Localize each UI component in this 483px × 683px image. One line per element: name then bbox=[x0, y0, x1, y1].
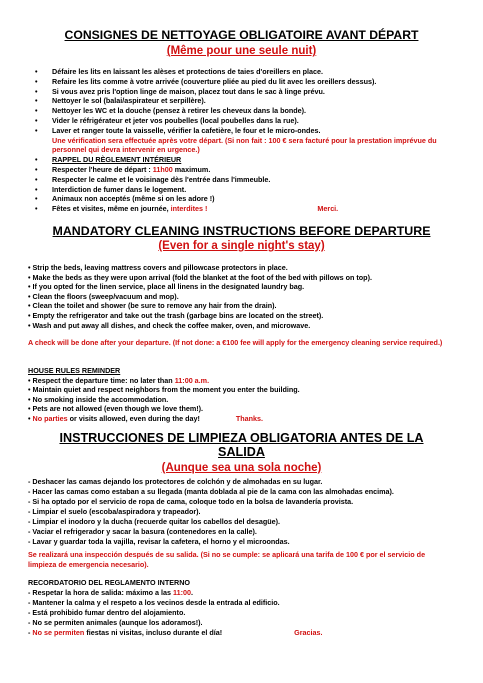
rule-text: or visits allowed, even during the day! bbox=[67, 413, 200, 423]
list-item: - Mantener la calma y el respeto a los vecinos desde la entrada al edificio. bbox=[28, 598, 280, 607]
list-item: - No se permiten animales (aunque los adoramos!). bbox=[28, 618, 203, 627]
list-item: - Está prohibido fumar dentro del alojamiento. bbox=[28, 608, 186, 617]
list-item: • No smoking inside the accommodation. bbox=[28, 394, 169, 404]
spanish-rules-list bbox=[28, 578, 463, 638]
departure-time: 11:00 a.m. bbox=[174, 375, 210, 385]
spanish-rules-heading: RECORDATORIO DEL REGLAMENTO INTERNO bbox=[28, 578, 190, 587]
departure-time: 11h00 bbox=[152, 164, 173, 174]
list-item: • If you opted for the linen service, place all linens in the designated laundry bag. bbox=[28, 282, 305, 292]
rule-text: Respecter l'heure de départ : bbox=[52, 164, 153, 174]
list-item: - Limpiar el suelo (escoba/aspiradora y trapeador). bbox=[28, 507, 201, 516]
french-rules-heading-item bbox=[30, 155, 463, 165]
rule-text: • bbox=[28, 413, 33, 423]
list-item: - Si ha optado por el servicio de ropa de cama, coloque todo en la bolsa de lavandería provista. bbox=[28, 497, 354, 506]
list-item: • Interdiction de fumer dans le logement. bbox=[30, 185, 463, 195]
list-item: • Animaux non acceptés (même si on les adore !) bbox=[30, 194, 463, 204]
thanks-text: Merci. bbox=[317, 204, 339, 214]
english-check-note: A check will be done after your departure. (If not done: a €100 fee will apply for the emergency cleaning service required.) bbox=[28, 338, 443, 347]
list-item: • Strip the beds, leaving mattress covers and pillowcase protectors in place. bbox=[28, 263, 288, 272]
list-item bbox=[28, 414, 453, 424]
spanish-title-line: INSTRUCCIONES DE LIMPIEZA OBLIGATORIA ANTES DE LA bbox=[59, 431, 424, 445]
french-instructions-list bbox=[30, 67, 463, 214]
english-rules-list bbox=[28, 366, 453, 424]
rule-emphasis: No se permiten bbox=[32, 628, 85, 637]
rule-text: maximum. bbox=[172, 164, 211, 174]
list-item: - Vaciar el refrigerador y sacar la basura (contenedores en la calle). bbox=[28, 527, 257, 536]
rule-text: . bbox=[191, 588, 194, 597]
list-item: • Nettoyer le sol (balai/aspirateur et serpillère). bbox=[30, 96, 463, 106]
list-item: • Si vous avez pris l'option linge de maison, placez tout dans le sac à linge prévu. bbox=[30, 87, 463, 97]
list-item bbox=[30, 204, 463, 214]
thanks-text: Thanks. bbox=[235, 413, 264, 423]
spanish-instructions-list bbox=[28, 477, 463, 547]
spanish-check-note: Se realizará una inspección después de su salida. (Si no se cumple: se aplicará una tarifa de 100 € por el servicio de limpieza de emergencia necesario). bbox=[28, 550, 426, 569]
list-item: • Wash and put away all dishes, and check the coffee maker, oven, and microwave. bbox=[28, 320, 311, 330]
french-check-note: Une vérification sera effectuée après votre départ. (Si non fait : 100 € sera facturé pour la prestation imprévue du personnel qui devra intervenir en urgence.) bbox=[52, 135, 437, 155]
english-subtitle: (Even for a single night's stay) bbox=[158, 240, 325, 252]
list-item: • Vider le réfrigérateur et jeter vos poubelles (local poubelles dans la rue). bbox=[30, 116, 463, 126]
list-item: - Deshacer las camas dejando los protectores de colchón y de almohadas en su lugar. bbox=[28, 477, 323, 486]
list-item: • Défaire les lits en laissant les alèses et protections de taies d'oreillers en place. bbox=[30, 67, 463, 77]
list-item bbox=[28, 376, 453, 386]
list-item bbox=[28, 628, 463, 638]
list-item: • Clean the floors (sweep/vacuum and mop). bbox=[28, 291, 179, 301]
english-title: MANDATORY CLEANING INSTRUCTIONS BEFORE DEPARTURE bbox=[52, 224, 431, 238]
list-item bbox=[28, 588, 463, 598]
english-rules-heading: HOUSE RULES REMINDER bbox=[28, 366, 121, 375]
french-subtitle: (Même pour une seule nuit) bbox=[166, 45, 317, 57]
rule-text: • Respect the departure time: no later than bbox=[28, 375, 175, 385]
list-item: • Refaire les lits comme à votre arrivée (couverture pliée au pied du lit avec les oreillers dessus). bbox=[30, 77, 463, 87]
list-item: • Respecter le calme et le voisinage dès l'entrée dans l'immeuble. bbox=[30, 175, 463, 185]
spanish-title bbox=[30, 432, 453, 460]
spanish-subtitle: (Aunque sea una sola noche) bbox=[161, 462, 322, 474]
list-item bbox=[30, 165, 463, 175]
rule-emphasis: interdites ! bbox=[170, 204, 208, 214]
rule-text: - Respetar la hora de salida: máximo a las bbox=[28, 588, 174, 597]
english-instructions-list bbox=[28, 263, 453, 330]
list-item: - Limpiar el inodoro y la ducha (recuerde quitar los cabellos del desagüe). bbox=[28, 517, 281, 526]
list-item: • Empty the refrigerator and take out the trash (garbage bins are located on the street). bbox=[28, 310, 324, 320]
list-item: • Maintain quiet and respect neighbors from the moment you enter the building. bbox=[28, 385, 300, 395]
list-item: • Make the beds as they were upon arrival (fold the blanket at the foot of the bed with pillows on top). bbox=[28, 272, 372, 282]
rule-text: - bbox=[28, 628, 33, 637]
list-item: • Laver et ranger toute la vaisselle, vérifier la cafetière, le four et le micro-ondes. bbox=[30, 126, 463, 136]
rule-emphasis: No parties bbox=[32, 413, 68, 423]
french-rules-heading: RAPPEL DU RÈGLEMENT INTÉRIEUR bbox=[52, 155, 182, 165]
list-item: - Lavar y guardar toda la vajilla, revisar la cafetera, el horno y el microondas. bbox=[28, 537, 290, 546]
rule-text: fiestas ni visitas, incluso durante el día! bbox=[84, 628, 223, 637]
list-item: • Pets are not allowed (even though we love them!). bbox=[28, 404, 204, 414]
thanks-text: Gracias. bbox=[294, 628, 323, 637]
rule-text: Fêtes et visites, même en journée, bbox=[52, 204, 171, 214]
departure-time: 11:00 bbox=[173, 588, 192, 597]
french-title: CONSIGNES DE NETTOYAGE OBLIGATOIRE AVANT DÉPART bbox=[64, 28, 419, 42]
list-item: • Clean the toilet and shower (be sure to remove any hair from the drain). bbox=[28, 301, 277, 311]
list-item: • Nettoyer les WC et la douche (pensez à retirer les cheveux dans la bonde). bbox=[30, 106, 463, 116]
list-item: - Hacer las camas como estaban a su llegada (manta doblada al pie de la cama con las almohadas encima). bbox=[28, 487, 394, 496]
spanish-title-line: SALIDA bbox=[218, 444, 265, 459]
